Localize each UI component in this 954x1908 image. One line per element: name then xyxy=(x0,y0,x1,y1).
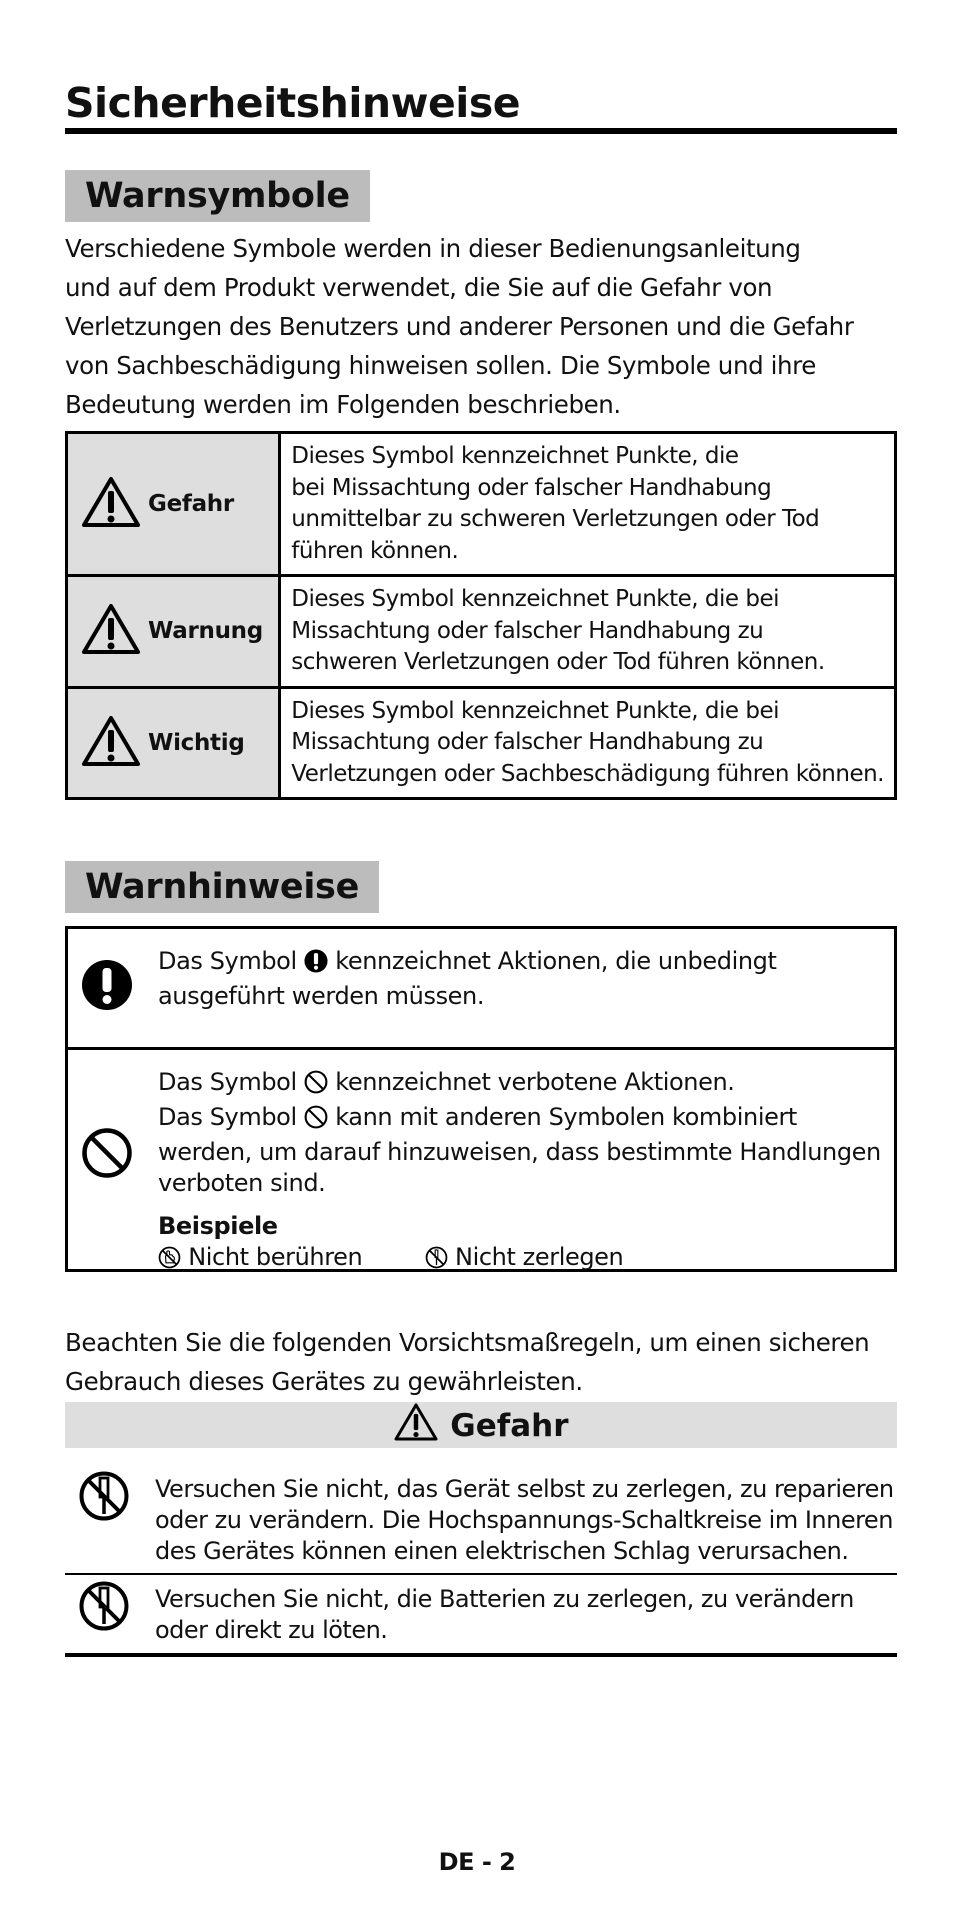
precaution-line: Gebrauch dieses Gerätes zu gewährleisten. xyxy=(65,1367,583,1396)
warning-symbols-table xyxy=(65,431,897,800)
desc-line: Dieses Symbol kennzeichnet Punkte, die xyxy=(291,443,739,469)
prohibited-line: werden, um darauf hinzuweisen, dass bestimmte Handlungen xyxy=(158,1138,881,1166)
prohibition-icon xyxy=(81,1127,133,1183)
prohibited-text xyxy=(158,1067,881,1277)
examples-row xyxy=(158,1242,881,1277)
warning-triangle-icon xyxy=(80,602,142,660)
intro-line: Bedeutung werden im Folgenden beschrieben. xyxy=(65,390,621,419)
symbol-label: Warnung xyxy=(148,618,263,645)
desc-line: Missachtung oder falscher Handhabung zu xyxy=(291,617,764,644)
warning-triangle-icon xyxy=(80,714,142,772)
intro-line: Verletzungen des Benutzers und anderer Personen und die Gefahr xyxy=(65,312,854,341)
page-number: DE - 2 xyxy=(438,1848,516,1876)
desc-line: bei Missachtung oder falscher Handhabung xyxy=(291,474,772,501)
table-row-wichtig xyxy=(67,687,896,799)
divider xyxy=(65,1573,897,1575)
gefahr-line: Versuchen Sie nicht, das Gerät selbst zu zerlegen, zu reparieren xyxy=(155,1475,894,1503)
precaution-line: Beachten Sie die folgenden Vorsichtsmaßregeln, um einen sicheren xyxy=(65,1328,870,1357)
mandatory-line: ausgeführt werden müssen. xyxy=(158,982,485,1010)
gefahr-line: des Gerätes können einen elektrischen Schlag verursachen. xyxy=(155,1537,849,1565)
mandatory-action-icon xyxy=(81,959,133,1015)
prohibition-icon xyxy=(304,1105,328,1137)
desc-line: Missachtung oder falscher Handhabung zu xyxy=(291,729,764,755)
symbol-cell xyxy=(67,433,280,576)
divider xyxy=(65,1653,897,1657)
symbol-cell xyxy=(67,576,280,688)
gefahr-section-header xyxy=(65,1402,897,1448)
warnhinweise-heading: Warnhinweise xyxy=(65,861,379,913)
warning-triangle-icon xyxy=(80,475,142,533)
example-no-disassembly: Nicht zerlegen xyxy=(455,1243,624,1271)
warnsymbole-heading: Warnsymbole xyxy=(65,170,370,222)
symbol-description xyxy=(280,433,896,576)
symbol-description xyxy=(280,687,896,799)
symbol-cell xyxy=(67,687,280,799)
example-no-touch: Nicht berühren xyxy=(188,1243,363,1271)
table-row-gefahr xyxy=(67,433,896,576)
desc-line: Verletzungen oder Sachbeschädigung führen können. xyxy=(291,760,884,787)
warnhinweise-box xyxy=(65,926,897,1272)
text-fragment: kennzeichnet verbotene Aktionen. xyxy=(335,1068,735,1096)
desc-line: Dieses Symbol kennzeichnet Punkte, die bei xyxy=(291,697,779,724)
gefahr-line: oder direkt zu löten. xyxy=(155,1616,388,1644)
text-fragment: Das Symbol xyxy=(158,947,297,975)
prohibition-icon xyxy=(304,1070,328,1102)
symbol-description xyxy=(280,576,896,688)
text-fragment: Das Symbol xyxy=(158,1103,297,1131)
intro-line: Verschiedene Symbole werden in dieser Bedienungsanleitung xyxy=(65,234,801,263)
desc-line: führen können. xyxy=(291,537,459,564)
table-row-warnung xyxy=(67,576,896,688)
prohibited-line xyxy=(158,1067,881,1102)
no-touch-icon xyxy=(158,1246,181,1277)
prohibited-line xyxy=(158,1102,881,1137)
intro-line: und auf dem Produkt verwendet, die Sie auf die Gefahr von xyxy=(65,273,773,302)
desc-line: Dieses Symbol kennzeichnet Punkte, die bei xyxy=(291,586,779,612)
gefahr-item xyxy=(65,1580,897,1650)
no-disassembly-icon xyxy=(425,1246,448,1277)
gefahr-line: oder zu verändern. Die Hochspannungs-Schaltkreise im Inneren xyxy=(155,1506,893,1534)
prohibited-line: verboten sind. xyxy=(158,1169,326,1197)
precaution-intro xyxy=(65,1323,897,1401)
gefahr-item-text xyxy=(155,1584,854,1646)
desc-line: unmittelbar zu schweren Verletzungen oder Tod xyxy=(291,506,820,532)
desc-line: schweren Verletzungen oder Tod führen können. xyxy=(291,649,825,675)
symbol-label: Gefahr xyxy=(148,491,234,517)
warning-triangle-icon xyxy=(393,1402,439,1455)
intro-line: von Sachbeschädigung hinweisen sollen. Die Symbole und ihre xyxy=(65,351,816,380)
mandatory-action-icon xyxy=(304,949,328,981)
examples-title: Beispiele xyxy=(158,1212,278,1240)
gefahr-label: Gefahr xyxy=(450,1408,569,1444)
symbol-label: Wichtig xyxy=(148,729,245,756)
no-disassembly-icon xyxy=(78,1580,130,1636)
gefahr-item-text xyxy=(155,1474,894,1567)
text-fragment: Das Symbol xyxy=(158,1068,297,1096)
text-fragment: kann mit anderen Symbolen kombiniert xyxy=(335,1103,797,1131)
no-disassembly-icon xyxy=(78,1470,130,1526)
gefahr-item xyxy=(65,1470,897,1570)
gefahr-line: Versuchen Sie nicht, die Batterien zu zerlegen, zu verändern xyxy=(155,1585,854,1613)
page-title: Sicherheitshinweise xyxy=(65,78,897,134)
text-fragment: kennzeichnet Aktionen, die unbedingt xyxy=(335,947,777,975)
mandatory-text xyxy=(158,946,777,1012)
warnsymbole-intro xyxy=(65,229,897,424)
mandatory-line xyxy=(158,946,777,981)
mandatory-row xyxy=(68,929,894,1050)
